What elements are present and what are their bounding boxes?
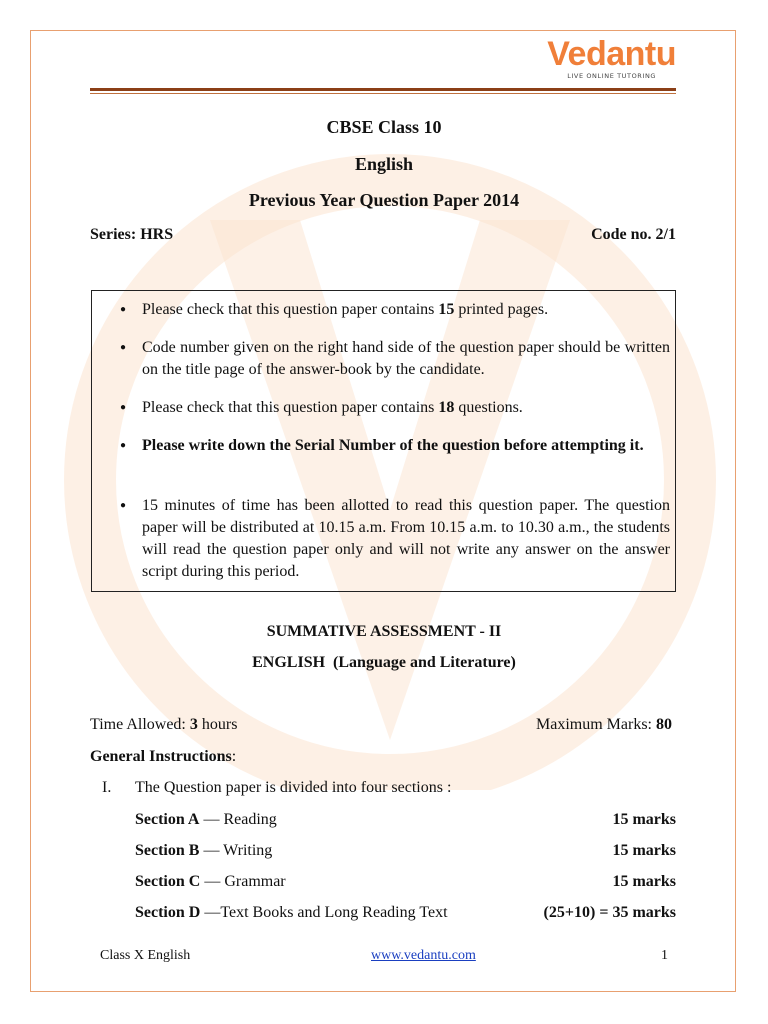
section-marks: (25+10) = 35 marks	[543, 904, 676, 921]
instruction-number: I.	[102, 779, 112, 796]
section-row: Section B — Writing	[135, 842, 273, 859]
notice-item: ● Please check that this question paper contains 15 printed pages.	[142, 299, 670, 321]
header-rule-thin	[90, 93, 676, 94]
meta-row	[90, 716, 676, 734]
title-class: CBSE Class 10	[326, 117, 442, 137]
series-row	[90, 226, 676, 244]
maximum-marks: Maximum Marks: 80	[536, 716, 672, 733]
notice-item: ● 15 minutes of time has been allotted to read this question paper. The question paper will be distributed at 10.15 a.m. From 10.15 a.m. to 10.30 a.m., the students will read the question paper only and will not write any answer on the answer script during this period.	[142, 495, 670, 583]
page-number: 1	[661, 948, 668, 963]
logo-tagline: LIVE ONLINE TUTORING	[567, 72, 657, 80]
time-allowed: Time Allowed: 3 hours	[90, 716, 238, 733]
instruction-text: The Question paper is divided into four sections :	[135, 779, 452, 796]
title-subject: English	[354, 154, 414, 174]
section-marks: 15 marks	[612, 842, 676, 859]
assessment-title: SUMMATIVE ASSESSMENT - II	[266, 623, 502, 640]
footer-label: Class X English	[100, 948, 191, 963]
notice-item: ● Code number given on the right hand side of the question paper should be written on the title page of the answer-book by the candidate.	[142, 337, 670, 381]
notice-item: ● Please write down the Serial Number of the question before attempting it.	[142, 435, 670, 457]
notice-box	[91, 290, 676, 592]
section-row: Section C — Grammar	[135, 873, 286, 890]
section-row: Section A — Reading	[135, 811, 277, 828]
footer-website-link[interactable]: www.vedantu.com	[371, 948, 476, 963]
code-label: Code no. 2/1	[591, 226, 676, 243]
title-paper: Previous Year Question Paper 2014	[248, 190, 520, 210]
section-row: Section D —Text Books and Long Reading Text	[135, 904, 448, 921]
assessment-subtitle: ENGLISH (Language and Literature)	[252, 654, 516, 671]
instructions-heading: General Instructions:	[90, 748, 237, 765]
vedantu-logo[interactable]	[547, 34, 676, 80]
logo-wordmark: Vedantu	[547, 35, 676, 73]
section-marks: 15 marks	[612, 873, 676, 890]
notice-item: ● Please check that this question paper contains 18 questions.	[142, 397, 670, 419]
section-marks: 15 marks	[612, 811, 676, 828]
header-rule	[90, 88, 676, 91]
series-label: Series: HRS	[90, 226, 174, 243]
